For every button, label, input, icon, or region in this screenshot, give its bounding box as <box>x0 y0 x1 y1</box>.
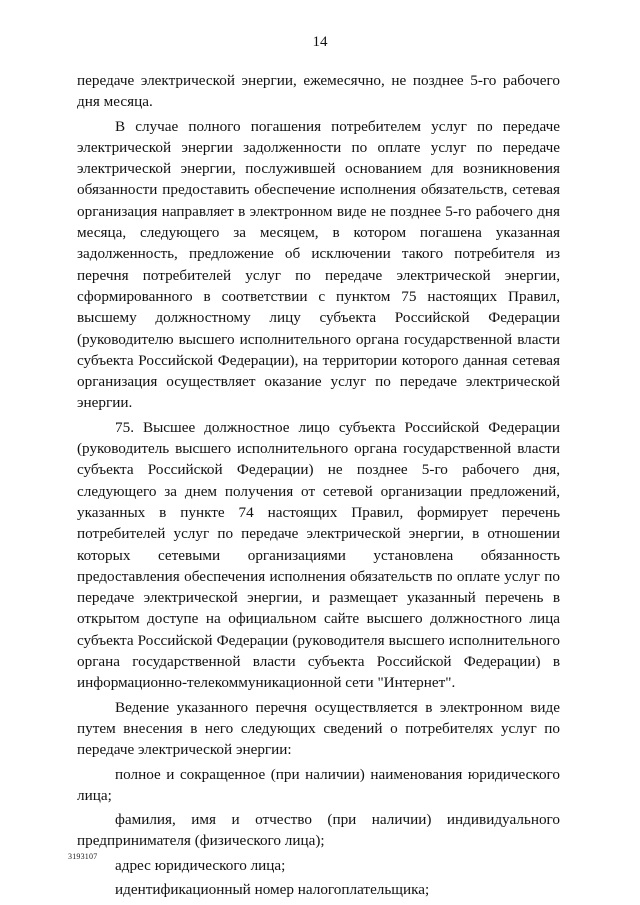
page-number: 14 <box>312 34 328 50</box>
list-item-fullname: фамилия, имя и отчество (при наличии) индивидуального предпринимателя (физического лица); <box>77 811 560 850</box>
document-body <box>77 70 560 900</box>
list-item-address: адрес юридического лица; <box>115 856 286 874</box>
paragraph-list-intro: Ведение указанного перечня осуществляется в электронном виде путем внесения в него следующих сведений о потребителях услуг по передаче электрической энергии: <box>77 698 560 759</box>
document-code: 3193107 <box>68 852 98 861</box>
paragraph-continuation: передаче электрической энергии, ежемесячно, не позднее 5-го рабочего дня месяца. <box>77 72 560 111</box>
paragraph-clause-75: 75. Высшее должностное лицо субъекта Российской Федерации (руководитель высшего исполнительного органа государственной власти субъекта Российской Федерации) не позднее 5-го рабочего дня, следующего за днем получения от сетевой организации предложений, указанных в пункте 74 настоящих Правил, формирует перечень потребителей услуг по передаче электрической энергии, в отношении которых сетевыми организациями установлена обязанность предоставления обеспечения исполнения обязательств по оплате услуг по передаче электрической энергии, и размещает указанный перечень в открытом доступе на официальном сайте высшего должностного лица субъекта Российской Федерации (руководителя высшего исполнительного органа государственной власти субъекта Российской Федерации) в информационно-телекоммуникационной сети "Интернет". <box>77 418 560 692</box>
paragraph-debt-repayment: В случае полного погашения потребителем услуг по передаче электрической энергии задолженности по оплате услуг по передаче электрической энергии, послужившей основанием для возникновения обязанности предоставить обеспечение исполнения обязательств, сетевая организация направляет в электронном виде не позднее 5-го рабочего дня месяца, следующего за месяцем, в котором погашена указанная задолженность, предложение об исключении такого потребителя из перечня потребителей услуг по передаче электрической энергии, сформированного в соответствии с пунктом 75 настоящих Правил, высшему должностному лицу субъекта Российской Федерации (руководителю высшего исполнительного органа государственной власти субъекта Российской Федерации), на территории которого данная сетевая организация осуществляет оказание услуг по передаче электрической энергии. <box>77 117 560 412</box>
list-item-name: полное и сокращенное (при наличии) наименования юридического лица; <box>77 765 560 804</box>
list-item-tax-id: идентификационный номер налогоплательщика; <box>115 880 430 898</box>
